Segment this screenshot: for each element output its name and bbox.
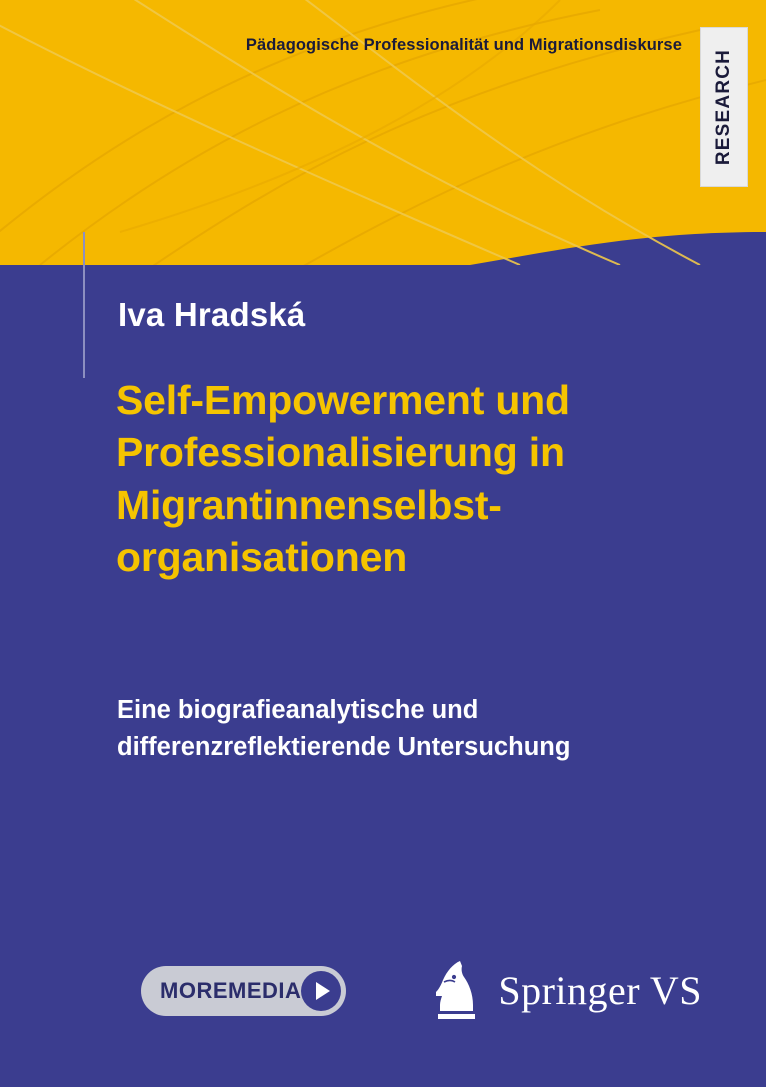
moremedia-badge xyxy=(141,966,346,1016)
book-title: Self-Empowerment und Professionalisierung in Migrantinnenselbst-organisationen xyxy=(116,377,570,581)
springer-knight-icon xyxy=(428,958,484,1022)
moremedia-label: MOREMEDIA xyxy=(160,978,302,1003)
cover-top-band xyxy=(0,0,766,265)
publisher-logo xyxy=(428,958,702,1022)
author-name: Iva Hradská xyxy=(118,296,306,333)
book-subtitle: Eine biografieanalytische und differenzreflektierende Untersuchung xyxy=(117,696,571,761)
series-title: Pädagogische Professionalität und Migrationsdiskurse xyxy=(245,36,682,54)
publisher-name: Springer VS xyxy=(498,967,702,1013)
research-badge-label: RESEARCH xyxy=(713,48,735,166)
research-badge xyxy=(700,27,748,187)
play-icon xyxy=(301,971,341,1011)
left-vertical-rule xyxy=(83,232,85,378)
